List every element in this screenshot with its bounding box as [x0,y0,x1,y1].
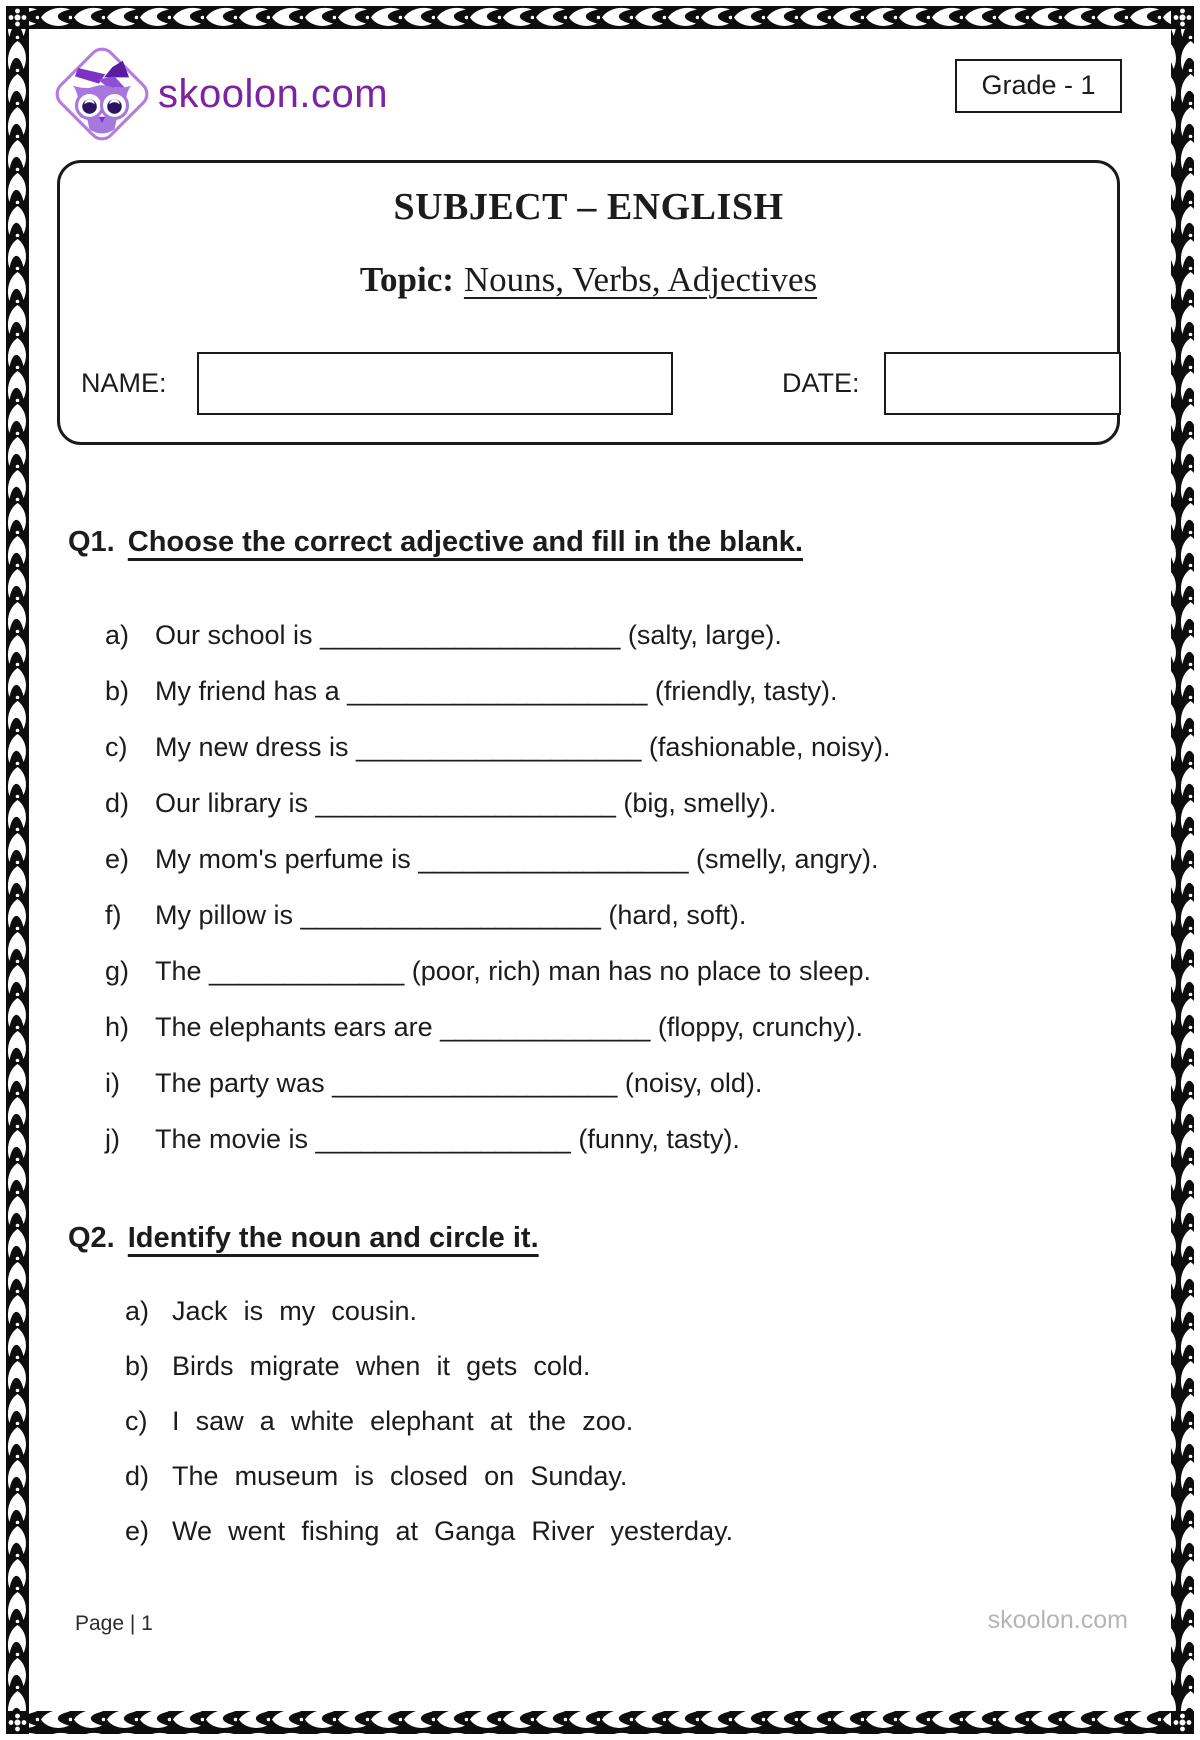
name-input-box[interactable] [197,352,673,415]
item-letter: b) [125,1351,150,1381]
border-right [1171,6,1194,1734]
name-label: NAME: [81,368,167,398]
q2-list [125,1284,733,1559]
item-text: Jack is my cousin. [172,1296,417,1326]
q2-item-d [125,1449,733,1504]
subject-title: SUBJECT – ENGLISH [393,186,784,228]
topic-label: Topic: [359,260,454,299]
skoolon-logo-icon [50,42,154,146]
border-top [6,6,1194,29]
q2-title: Identify the noun and circle it. [127,1222,539,1254]
item-letter: d) [105,787,130,818]
item-letter: a) [105,619,130,650]
item-text: The _____________ (poor, rich) man has no place to sleep. [155,955,871,986]
topic-line [60,260,1117,300]
q1-list [105,607,891,1167]
q1-item-a [105,607,891,663]
item-text: Our school is ____________________ (salty, large). [155,619,782,650]
q2-item-a [125,1284,733,1339]
item-text: Our library is ____________________ (big, smelly). [155,787,777,818]
item-text: I saw a white elephant at the zoo. [172,1406,634,1436]
item-text: The movie is _________________ (funny, tasty). [155,1123,740,1154]
item-text: My friend has a ____________________ (friendly, tasty). [155,675,838,706]
item-text: The party was ___________________ (noisy, old). [155,1067,763,1098]
q1-item-b [105,663,891,719]
date-label: DATE: [782,368,860,398]
item-text: The museum is closed on Sunday. [172,1461,628,1491]
q1-item-e [105,831,891,887]
q1-title: Choose the correct adjective and fill in the blank. [127,526,803,558]
q1-item-c [105,719,891,775]
q2-heading [68,1222,539,1255]
item-letter: a) [125,1296,150,1326]
item-letter: g) [105,955,130,986]
q1-item-i [105,1055,891,1111]
item-letter: d) [125,1461,150,1491]
q1-item-f [105,887,891,943]
item-text: We went fishing at Ganga River yesterday. [172,1516,734,1546]
page-number: Page | 1 [75,1612,153,1635]
item-text: My pillow is ____________________ (hard, soft). [155,899,747,930]
brand-name: skoolon.com [158,72,389,116]
item-letter: j) [105,1123,120,1154]
footer-brand: skoolon.com [987,1606,1128,1634]
q1-item-g [105,943,891,999]
q2-item-e [125,1504,733,1559]
item-text: My mom's perfume is __________________ (smelly, angry). [155,843,879,874]
q2-number: Q2. [68,1222,115,1254]
item-letter: c) [125,1406,148,1436]
border-bottom [6,1711,1194,1734]
q1-item-d [105,775,891,831]
q1-item-h [105,999,891,1055]
border-left [6,6,29,1734]
item-letter: e) [125,1516,150,1546]
item-text: Birds migrate when it gets cold. [172,1351,591,1381]
q2-item-b [125,1339,733,1394]
item-letter: b) [105,675,130,706]
date-input-box[interactable] [884,352,1121,415]
item-text: My new dress is ___________________ (fashionable, noisy). [155,731,891,762]
q1-number: Q1. [68,526,115,558]
worksheet-header-box [57,160,1120,445]
grade-badge: Grade - 1 [955,59,1122,113]
q1-heading [68,526,803,559]
q1-item-j [105,1111,891,1167]
item-letter: e) [105,843,130,874]
item-letter: h) [105,1011,130,1042]
q2-item-c [125,1394,733,1449]
item-letter: i) [105,1067,120,1098]
topic-value: Nouns, Verbs, Adjectives [463,260,818,299]
item-text: The elephants ears are ______________ (floppy, crunchy). [155,1011,863,1042]
logo-owl [73,85,131,133]
item-letter: f) [105,899,122,930]
item-letter: c) [105,731,128,762]
